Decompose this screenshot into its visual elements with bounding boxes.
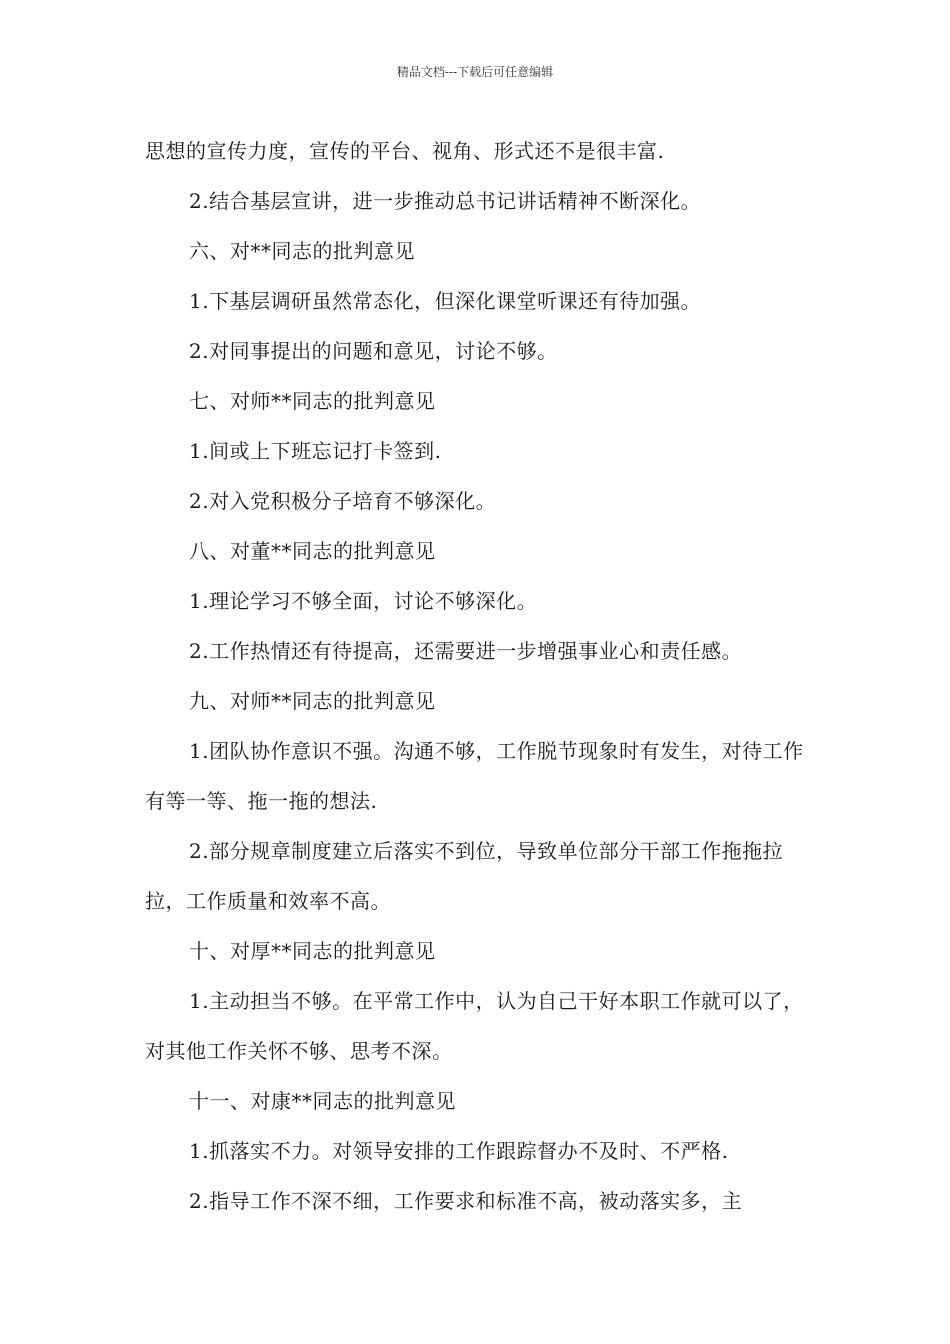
- document-body: [145, 126, 810, 1226]
- list-item: 2.对同事提出的问题和意见，讨论不够。: [189, 339, 558, 363]
- section-heading: 十一、对康**同志的批判意见: [189, 1089, 456, 1113]
- list-item: 1.团队协作意识不强。沟通不够，工作脱节现象时有发生，对待工作有等一等、拖一拖的想法.: [145, 739, 804, 813]
- list-item: 2.指导工作不深不细，工作要求和标准不高，被动落实多，主: [189, 1189, 743, 1213]
- list-item: 1.下基层调研虽然常态化，但深化课堂听课还有待加强。: [189, 289, 702, 313]
- list-item: 1.理论学习不够全面，讨论不够深化。: [189, 589, 538, 613]
- section-heading: 九、对师**同志的批判意见: [189, 689, 436, 713]
- section-heading: 七、对师**同志的批判意见: [189, 389, 436, 413]
- page-header: 精品文档---下载后可任意编辑: [396, 65, 554, 79]
- list-item: 1.间或上下班忘记打卡签到.: [189, 439, 442, 463]
- section-heading: 十、对厚**同志的批判意见: [189, 939, 436, 963]
- list-item: 2.结合基层宣讲，进一步推动总书记讲话精神不断深化。: [189, 189, 702, 213]
- list-item: 2.部分规章制度建立后落实不到位，导致单位部分干部工作拖拖拉拉，工作质量和效率不高。: [145, 839, 784, 913]
- list-item: 2.对入党积极分子培育不够深化。: [189, 489, 497, 513]
- list-item: 1.抓落实不力。对领导安排的工作跟踪督办不及时、不严格.: [189, 1139, 729, 1163]
- list-item: 2.工作热情还有待提高，还需要进一步增强事业心和责任感。: [189, 639, 743, 663]
- section-heading: 六、对**同志的批判意见: [189, 239, 415, 263]
- list-item: 1.主动担当不够。在平常工作中，认为自己干好本职工作就可以了，对其他工作关怀不够、思考不深。: [145, 989, 804, 1063]
- paragraph-continuation: 思想的宣传力度，宣传的平台、视角、形式还不是很丰富.: [145, 139, 665, 163]
- section-heading: 八、对董**同志的批判意见: [189, 539, 436, 563]
